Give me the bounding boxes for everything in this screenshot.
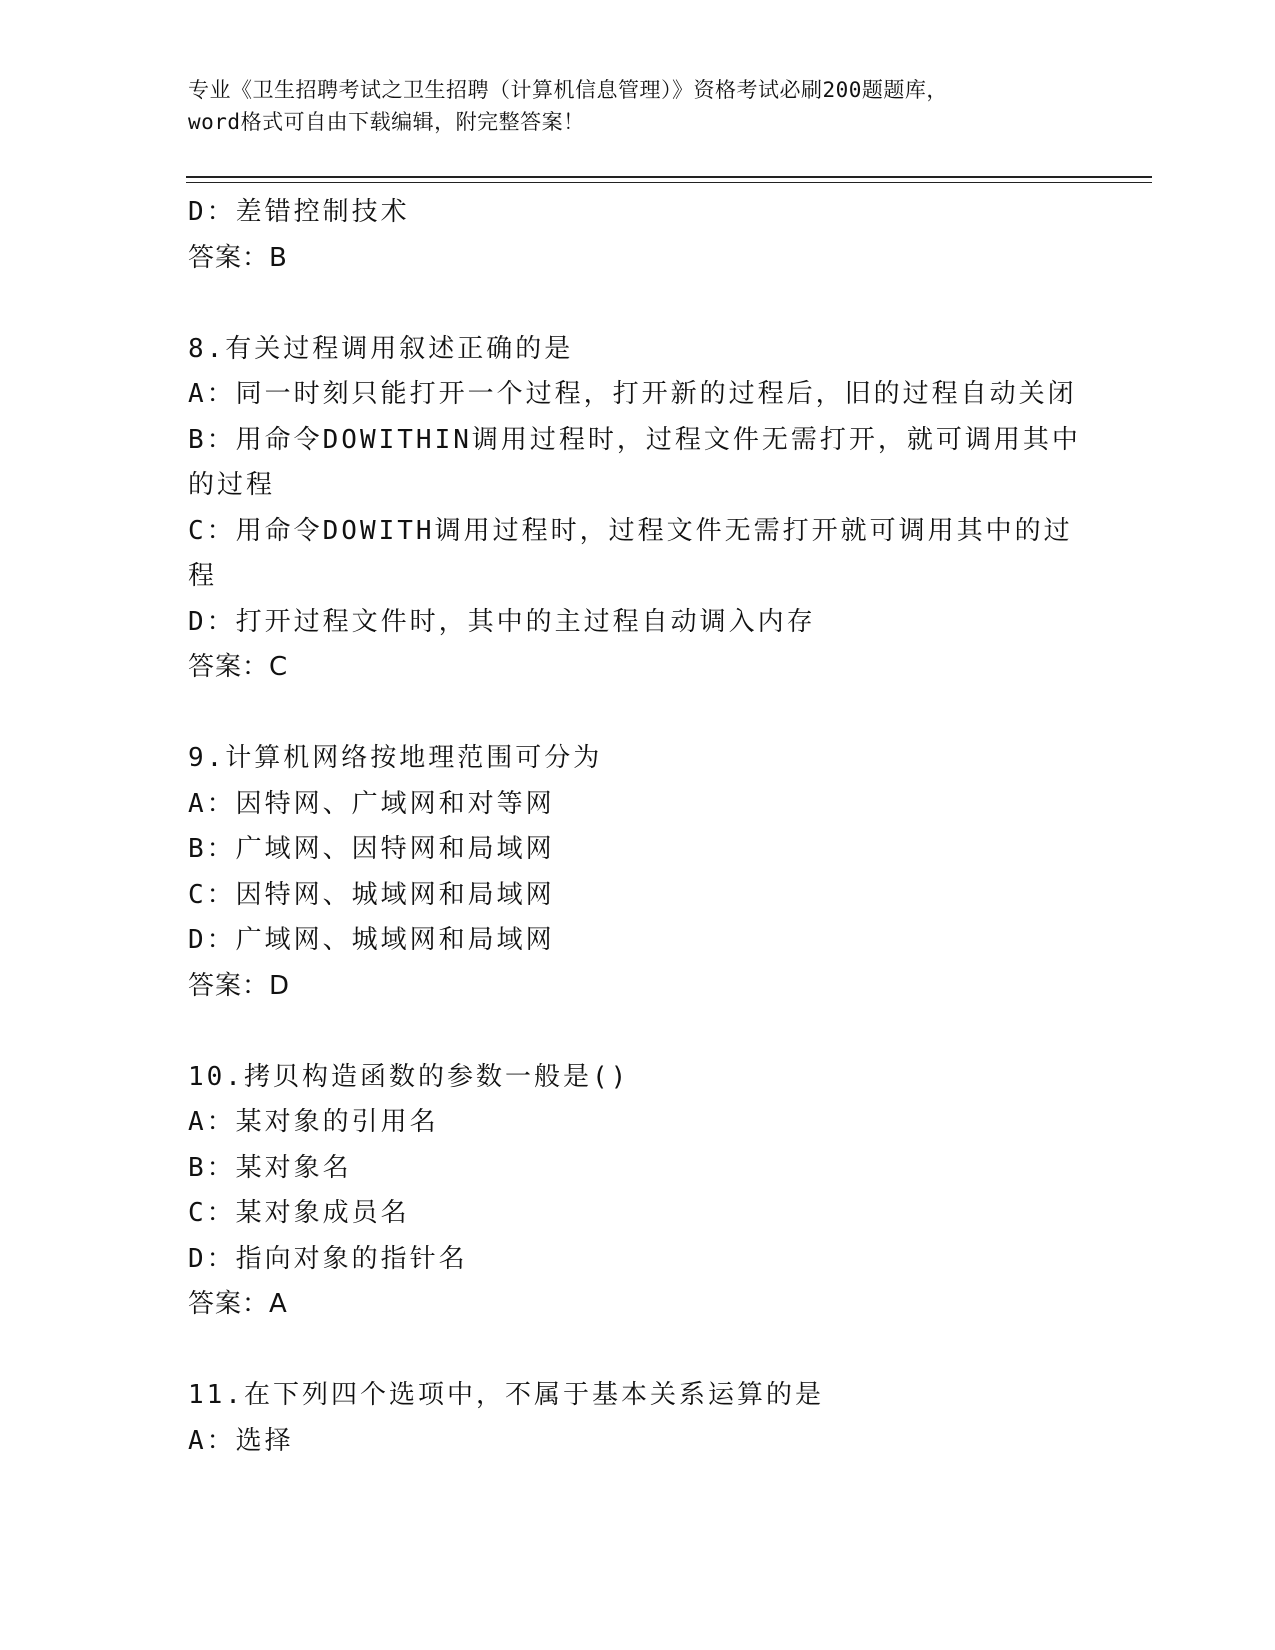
q8-option-c-line-1: C：用命令DOWITH调用过程时，过程文件无需打开就可调用其中的过 <box>188 515 1073 546</box>
q9-question: 9.计算机网络按地理范围可分为 <box>188 743 603 773</box>
q8-option-d: D：打开过程文件时，其中的主过程自动调入内存 <box>188 606 816 637</box>
q9-answer: 答案：D <box>188 970 291 1001</box>
document-header <box>188 74 1088 138</box>
q10-option-a: A：某对象的引用名 <box>188 1107 439 1137</box>
q10-option-b: B：某对象名 <box>188 1152 352 1183</box>
q9-option-a: A：因特网、广域网和对等网 <box>188 788 555 819</box>
q8-answer: 答案：C <box>188 652 289 682</box>
q10-question: 10.拷贝构造函数的参数一般是() <box>188 1061 630 1092</box>
q8-question: 8.有关过程调用叙述正确的是 <box>188 333 574 364</box>
header-divider-thick <box>186 176 1152 178</box>
spacer <box>188 1328 1068 1374</box>
q9-option-d: D：广域网、城域网和局域网 <box>188 925 555 955</box>
q8-option-c-line-2: 程 <box>188 561 218 591</box>
q8-option-a: A：同一时刻只能打开一个过程，打开新的过程后，旧的过程自动关闭 <box>188 379 1077 409</box>
q7-option-d: D：差错控制技术 <box>188 197 410 227</box>
q8-option-b-line-1: B：用命令DOWITHIN调用过程时，过程文件无需打开，就可调用其中 <box>188 424 1081 455</box>
spacer <box>188 1009 1068 1055</box>
spacer <box>188 691 1068 737</box>
q11-question: 11.在下列四个选项中，不属于基本关系运算的是 <box>188 1380 824 1410</box>
header-divider-thin <box>186 182 1152 183</box>
spacer <box>188 281 1068 327</box>
question-list <box>188 190 1081 1464</box>
q11-option-a: A：选择 <box>188 1425 294 1456</box>
q10-option-c: C：某对象成员名 <box>188 1198 410 1228</box>
q10-answer: 答案：A <box>188 1289 288 1319</box>
q9-option-c: C：因特网、城域网和局域网 <box>188 879 555 910</box>
header-line-1: 专业《卫生招聘考试之卫生招聘（计算机信息管理）》资格考试必刷200题题库， <box>188 78 948 102</box>
q10-option-d: D：指向对象的指针名 <box>188 1243 468 1274</box>
header-line-2: word格式可自由下载编辑，附完整答案！ <box>188 110 585 134</box>
q8-option-b-line-2: 的过程 <box>188 470 276 500</box>
q9-option-b: B：广域网、因特网和局域网 <box>188 834 555 864</box>
q7-answer: 答案：B <box>188 242 288 273</box>
